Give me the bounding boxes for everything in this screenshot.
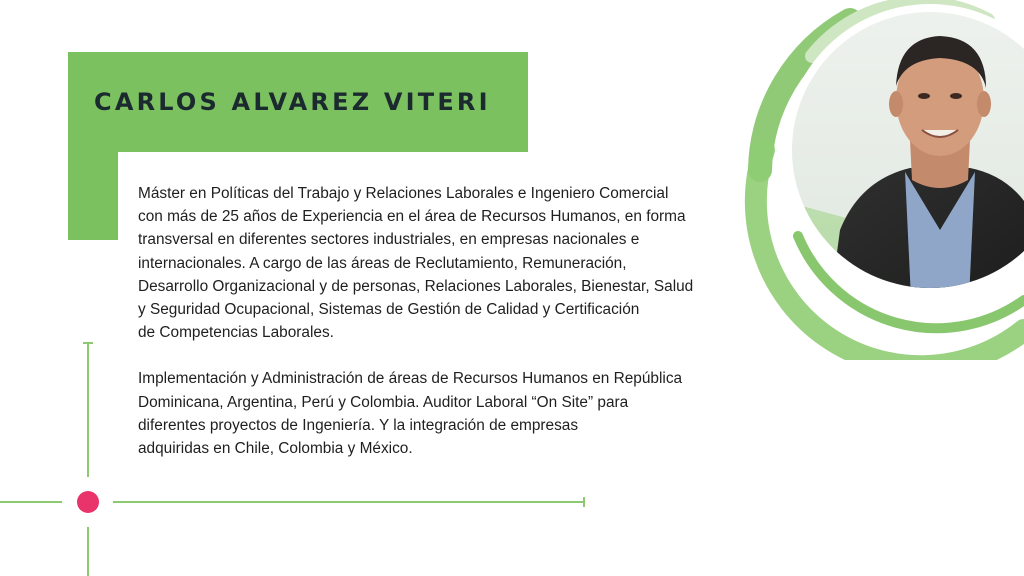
bio-paragraph-2: [138, 367, 743, 460]
bio-paragraph-1: [138, 182, 743, 344]
bio-line: de Competencias Laborales.: [138, 324, 334, 342]
portrait-graphic: [740, 0, 1024, 360]
bio-line: internacionales. A cargo de las áreas de Reclutamiento, Remuneración,: [138, 254, 627, 272]
bio-line: Desarrollo Organizacional y de personas, Relaciones Laborales, Bienestar, Salud: [138, 277, 694, 295]
vertical-line-upper: [87, 343, 89, 477]
bio-line: adquiridas en Chile, Colombia y México.: [138, 440, 413, 458]
person-name: CARLOS ALVAREZ VITERI: [94, 88, 491, 116]
paragraph-spacer: [138, 344, 743, 367]
bio-line: Dominicana, Argentina, Perú y Colombia. Auditor Laboral “On Site” para: [138, 393, 629, 411]
horizontal-line-left: [0, 501, 62, 503]
bio-line: con más de 25 años de Experiencia en el área de Recursos Humanos, en forma: [138, 208, 686, 226]
horizontal-line-cap: [583, 497, 585, 507]
pink-dot-marker: [77, 491, 99, 513]
bio-text: [138, 182, 743, 460]
bio-line: y Seguridad Ocupacional, Sistemas de Gestión de Calidad y Certificación: [138, 301, 640, 319]
horizontal-line-right: [113, 501, 585, 503]
banner-bracket-stem: [68, 152, 118, 240]
bio-line: diferentes proyectos de Ingeniería. Y la integración de empresas: [138, 416, 579, 434]
bio-line: Máster en Políticas del Trabajo y Relaciones Laborales e Ingeniero Comercial: [138, 185, 669, 202]
vertical-line-lower: [87, 527, 89, 576]
bio-line: Implementación y Administración de áreas de Recursos Humanos en República: [138, 370, 683, 388]
bio-line: transversal en diferentes sectores industriales, en empresas nacionales e: [138, 231, 640, 249]
